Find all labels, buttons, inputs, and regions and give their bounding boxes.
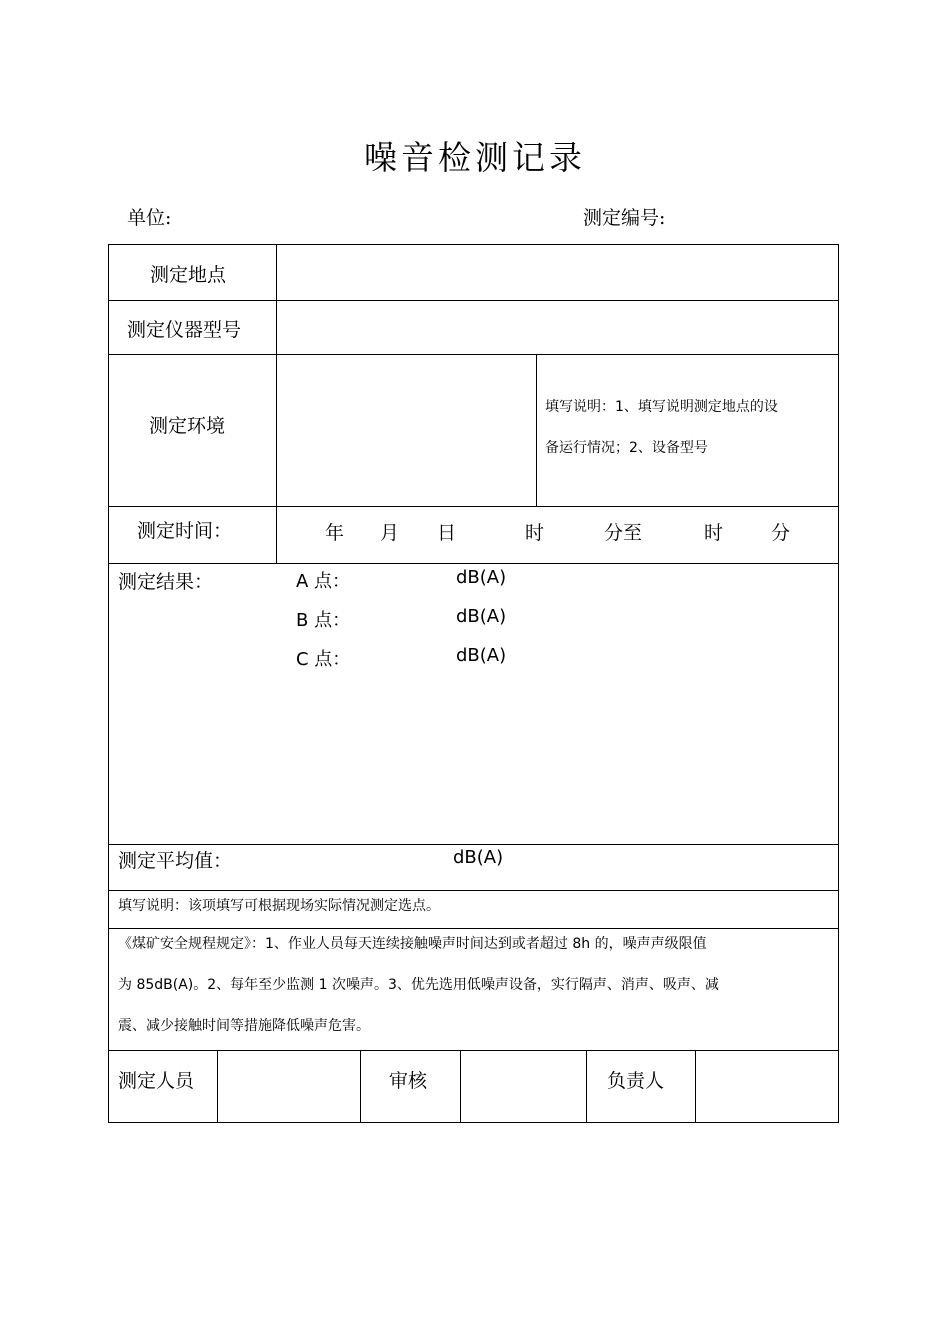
responsible-field[interactable] xyxy=(696,1051,838,1122)
results-label: 测定结果： xyxy=(118,571,214,593)
point-c-label: C 点： xyxy=(296,649,351,670)
point-b-label: B 点： xyxy=(296,610,351,631)
regulation-line-1: 《煤矿安全规程规定》：1、作业人员每天连续接触噪声时间达到或者超过 8h 的，噪声声级限值 xyxy=(118,936,707,952)
point-a-label: A 点： xyxy=(296,571,351,592)
serial-number-label: 测定编号: xyxy=(583,207,666,229)
location-label: 测定地点 xyxy=(150,264,227,286)
average-label: 测定平均值： xyxy=(118,850,233,872)
time-year: 年 xyxy=(325,522,345,544)
point-c-unit: dB(A) xyxy=(456,645,507,666)
instrument-model-label: 测定仪器型号 xyxy=(127,319,242,341)
environment-note-line2: 备运行情况；2、设备型号 xyxy=(545,440,708,456)
selection-note: 填写说明：该项填写可根据现场实际情况测定选点。 xyxy=(118,898,440,914)
unit-label: 单位: xyxy=(127,207,172,229)
measurer-label: 测定人员 xyxy=(118,1070,195,1092)
time-label: 测定时间： xyxy=(137,520,233,542)
regulation-line-2: 为 85dB(A)。2、每年至少监测 1 次噪声。3、优先选用低噪声设备，实行隔声、消声、吸声、减 xyxy=(118,977,719,993)
point-b-unit: dB(A) xyxy=(456,606,507,627)
point-a-unit: dB(A) xyxy=(456,567,507,588)
time-minute-to: 分至 xyxy=(604,522,643,544)
time-hour-2: 时 xyxy=(704,522,724,544)
reviewer-label: 审核 xyxy=(389,1070,428,1092)
responsible-label: 负责人 xyxy=(607,1070,665,1092)
reviewer-field[interactable] xyxy=(461,1051,586,1122)
page-title: 噪音检测记录 xyxy=(364,138,586,177)
time-day: 日 xyxy=(437,522,457,544)
environment-note-line1: 填写说明：1、填写说明测定地点的设 xyxy=(545,399,778,415)
regulation-line-3: 震、减少接触时间等措施降低噪声危害。 xyxy=(118,1018,370,1034)
measurer-field[interactable] xyxy=(218,1051,360,1122)
environment-field[interactable] xyxy=(277,355,536,506)
average-unit: dB(A) xyxy=(453,847,504,868)
time-minute-2: 分 xyxy=(771,522,791,544)
time-month: 月 xyxy=(380,522,400,544)
instrument-model-field[interactable] xyxy=(277,301,838,354)
environment-label: 测定环境 xyxy=(149,415,226,437)
time-hour: 时 xyxy=(525,522,545,544)
